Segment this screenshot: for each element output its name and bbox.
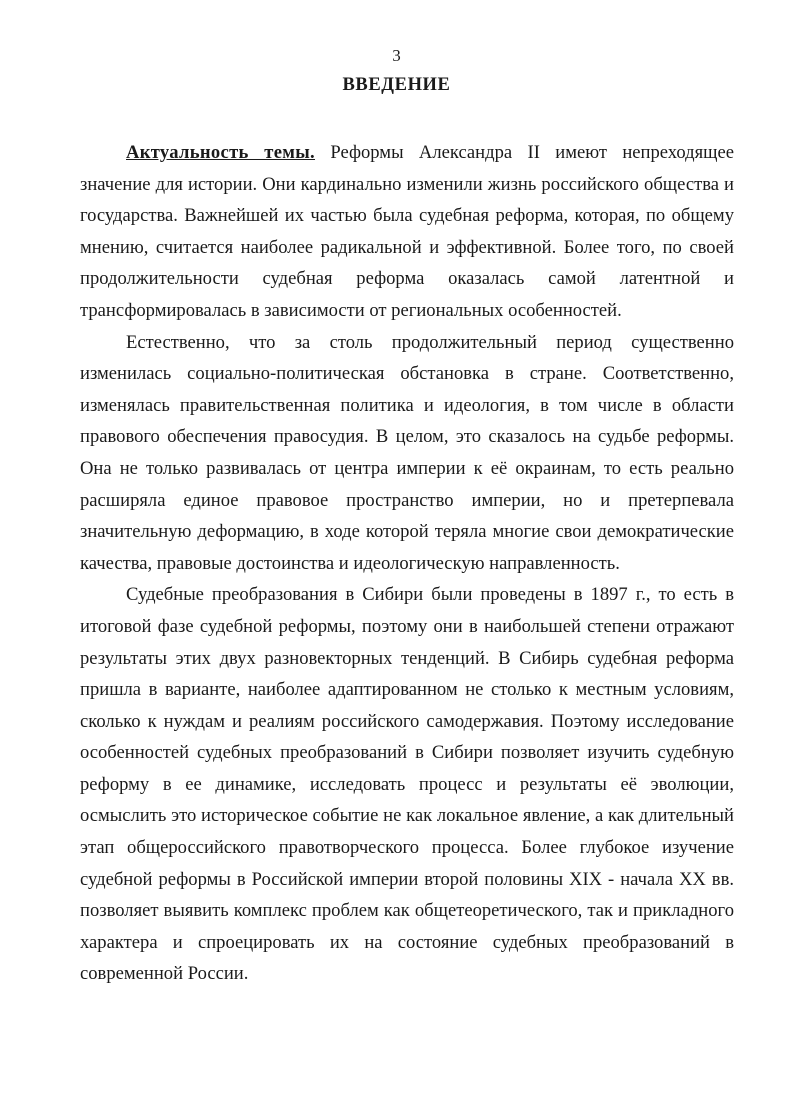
page-number: 3 — [392, 46, 401, 65]
paragraph-siberia — [80, 579, 734, 990]
paragraph-text: Реформы Александра II имеют непреходящее значение для истории. Они кардинально изменили жизнь российского общества и государства. Важнейшей их частью была судебная реформа, которая, по общему мнению, считается наиболее радикальной и эффективной. Более того, по своей продолжительности судебная реформа оказалась самой латентной и трансформировалась в зависимости от региональных особенностей. — [80, 142, 734, 321]
paragraph-text: Естественно, что за столь продолжительный период существенно изменилась социально-политическая обстановка в стране. Соответственно, изменялась правительственная политика и идеология, в том числе в области правового обеспечения правосудия. В целом, это сказалось на судьбе реформы. Она не только развивалась от центра империи к её окраинам, то есть реально расширяла единое правовое пространство империи, но и претерпевала значительную деформацию, в ходе которой теряла многие свои демократические качества, правовые достоинства и идеологическую направленность. — [80, 331, 734, 574]
body-text — [80, 137, 734, 990]
paragraph-text: Судебные преобразования в Сибири были проведены в 1897 г., то есть в итоговой фазе судебной реформы, поэтому они в наибольшей степени отражают результаты этих двух разновекторных тенденций. В Сибирь судебная реформа пришла в варианте, наиболее адаптированном не столько к местным условиям, сколько к нуждам и реалиям российского самодержавия. Поэтому исследование особенностей судебных преобразований в Сибири позволяет изучить судебную реформу в ее динамике, исследовать процесс и результаты её эволюции, осмыслить это историческое событие не как локальное явление, а как длительный этап общероссийского правотворческого процесса. Более глубокое изучение судебной реформы в Российской империи второй половины XIX - начала XX вв. позволяет выявить комплекс проблем как общетеоретического, так и прикладного характера и спроецировать их на состояние судебных преобразований в современной России. — [80, 584, 734, 985]
paragraph-lead: Актуальность темы. — [126, 142, 316, 163]
paragraph-evolution — [80, 327, 734, 580]
section-heading: ВВЕДЕНИЕ — [342, 75, 451, 95]
paragraph-relevance — [80, 137, 734, 327]
